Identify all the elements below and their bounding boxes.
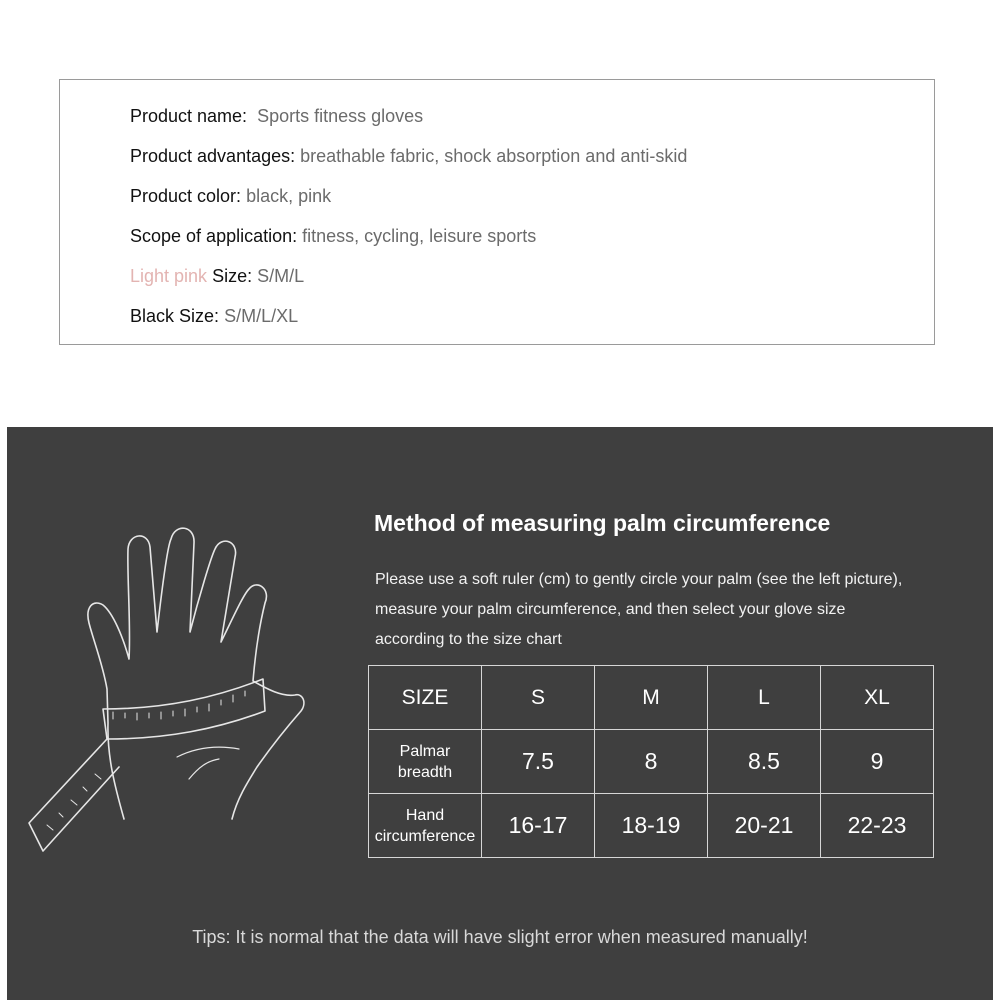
- black-size-value: S/M/L/XL: [224, 306, 299, 326]
- hand-s-cell: 16-17: [482, 794, 595, 858]
- black-size-row: [130, 305, 298, 327]
- pink-size-value: S/M/L: [257, 266, 305, 286]
- hand-circumference-row: [369, 794, 934, 858]
- palmar-breadth-row: [369, 730, 934, 794]
- palm-crease-icon: [177, 747, 239, 757]
- product-advantages-label: Product advantages:: [130, 146, 296, 166]
- size-chart-table: [368, 665, 934, 858]
- size-m-header: M: [595, 666, 708, 730]
- size-l-header: L: [708, 666, 821, 730]
- scope-value: fitness, cycling, leisure sports: [302, 226, 537, 246]
- palmar-xl-cell: 9: [821, 730, 934, 794]
- product-info-box: [59, 79, 935, 345]
- instruction-line-3: according to the size chart: [375, 631, 562, 648]
- product-color-row: [130, 185, 331, 207]
- size-header-cell: SIZE: [369, 666, 482, 730]
- instruction-line-2: measure your palm circumference, and then select your glove size: [375, 601, 846, 618]
- palmar-l-cell: 8.5: [708, 730, 821, 794]
- palmar-m-cell: 8: [595, 730, 708, 794]
- scope-label: Scope of application:: [130, 226, 298, 246]
- hand-circumference-label: [369, 794, 482, 858]
- hand-xl-cell: 22-23: [821, 794, 934, 858]
- pink-color-name: Light pink: [130, 266, 208, 286]
- palmar-s-cell: 7.5: [482, 730, 595, 794]
- table-header-row: [369, 666, 934, 730]
- product-name-value: Sports fitness gloves: [257, 106, 424, 126]
- hand-label-line2: circumference: [374, 827, 476, 845]
- measuring-title: Method of measuring palm circumference: [374, 510, 831, 536]
- product-color-value: black, pink: [246, 186, 332, 206]
- hand-outline-icon: [88, 528, 304, 819]
- hand-l-cell: 20-21: [708, 794, 821, 858]
- instruction-line-1: Please use a soft ruler (cm) to gently circle your palm (see the left picture),: [375, 571, 903, 588]
- product-name-label: Product name:: [130, 106, 248, 126]
- measurement-tips: Tips: It is normal that the data will have slight error when measured manually!: [192, 927, 808, 947]
- product-name-row: [130, 105, 423, 127]
- pink-size-label: Size:: [212, 266, 253, 286]
- measuring-tape-icon: [103, 679, 265, 739]
- palmar-label-line2: breadth: [397, 763, 453, 781]
- product-color-label: Product color:: [130, 186, 242, 206]
- black-size-label: Black Size:: [130, 306, 220, 326]
- pink-size-row: [130, 265, 304, 287]
- hand-label-line1: Hand: [405, 806, 445, 824]
- size-xl-header: XL: [821, 666, 934, 730]
- palmar-label-line1: Palmar: [399, 742, 451, 760]
- measuring-panel: [7, 427, 993, 1000]
- size-s-header: S: [482, 666, 595, 730]
- product-advantages-value: breathable fabric, shock absorption and anti-skid: [300, 146, 688, 166]
- scope-row: [130, 225, 536, 247]
- hand-measuring-illustration: [7, 427, 367, 897]
- hand-m-cell: 18-19: [595, 794, 708, 858]
- product-advantages-row: [130, 145, 687, 167]
- palmar-breadth-label: [369, 730, 482, 794]
